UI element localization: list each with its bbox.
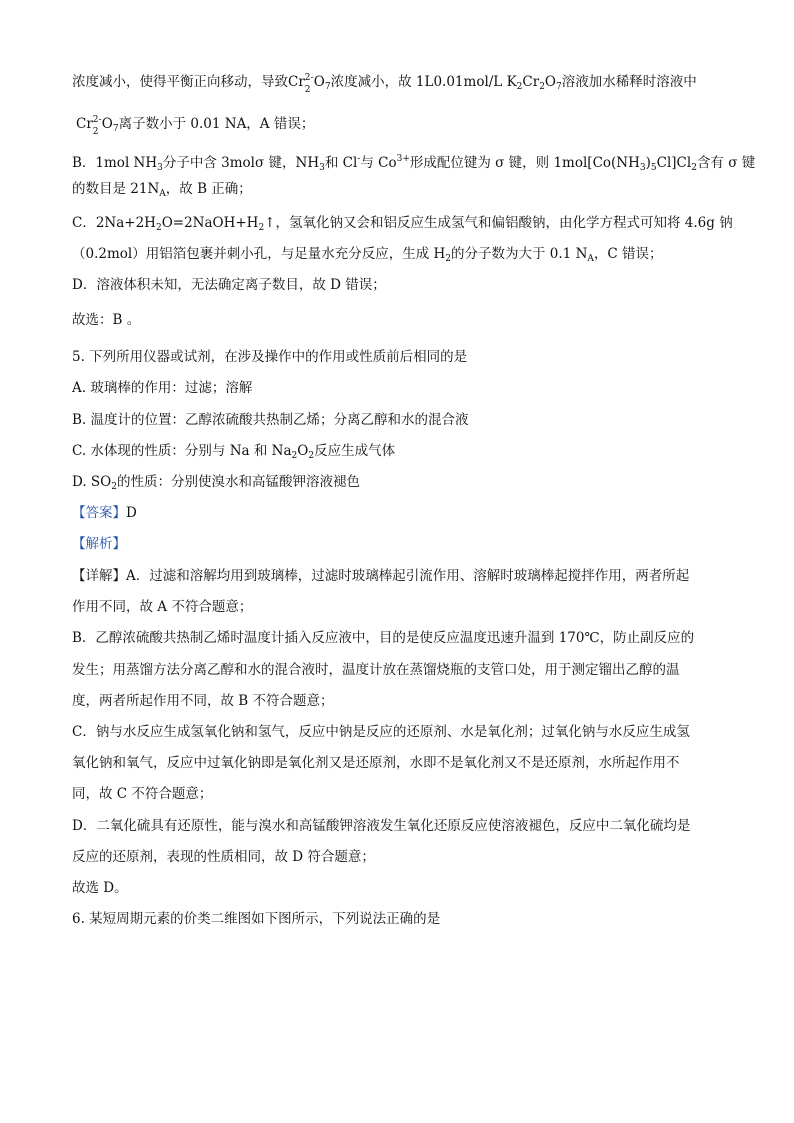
detail-line: 同，故 C 不符合题意；	[72, 786, 213, 802]
detail-line: C．钠与水反应生成氢氧化钠和氢气，反应中钠是反应的还原剂、水是氧化剂；过氧化钠与水反应生成氢	[72, 724, 690, 740]
answer-line	[72, 503, 137, 523]
detail-tag: 【详解】	[72, 568, 126, 584]
question-6-stem: 6. 某短周期元素的价类二维图如下图所示，下列说法正确的是	[72, 911, 441, 927]
detail-line: 【详解】A．过滤和溶解均用到玻璃棒，过滤时玻璃棒起引流作用、溶解时玻璃棒起搅拌作用，两者所起	[72, 568, 690, 584]
text-line: Cr 2- 2 $O_7$离子数小于 0.01 NA，A 错误；	[76, 115, 315, 137]
detail-line: D．二氧化硫具有还原性，能与溴水和高锰酸钾溶液发生氧化还原反应使溶液褪色，反应中二氧化硫均是	[72, 818, 691, 834]
option-b: B. 温度计的位置：乙醇浓硫酸共热制乙烯；分离乙醇和水的混合液	[72, 412, 469, 428]
detail-line: 度，两者所起作用不同，故 B 不符合题意；	[72, 693, 334, 709]
text-line: 的数目是 $21N_A$，故 B 正确；	[72, 181, 252, 199]
option-c: C. 水体现的性质：分别与 Na 和 $Na_2O_2$反应生成气体	[72, 443, 396, 461]
text-line: 故选：B 。	[72, 312, 141, 328]
text-line: C．$2Na+2H_2O=2NaOH+H_2↑$，氢氧化钠又会和铝反应生成氢气和偏铝酸钠，由化学方程式可知将 4.6g 钠	[72, 215, 733, 233]
answer-value: D	[126, 505, 137, 521]
question-5-stem: 5. 下列所用仪器或试剂，在涉及操作中的作用或性质前后相同的是	[72, 349, 468, 365]
answer-tag: 【答案】	[72, 505, 126, 521]
analysis-tag: 【解析】	[72, 536, 126, 552]
detail-line: 反应的还原剂，表现的性质相同，故 D 符合题意；	[72, 849, 375, 865]
text-line: D．溶液体积未知，无法确定离子数目，故 D 错误；	[72, 277, 386, 293]
detail-line: 作用不同，故 A 不符合题意；	[72, 599, 253, 615]
option-a: A. 玻璃棒的作用：过滤；溶解	[72, 380, 253, 396]
detail-line: 发生；用蒸馏方法分离乙醇和水的混合液时，温度计放在蒸馏烧瓶的支管口处，用于测定镏出乙醇的温	[72, 662, 680, 678]
detail-line: 氧化钠和氧气，反应中过氧化钠即是氧化剂又是还原剂，水即不是氧化剂又不是还原剂，水所起作用不	[72, 755, 680, 771]
text-line: （0.2mol）用铝箔包裹并刺小孔，与足量水充分反应，生成 $H_2$的分子数为大于 0.1 $N_A$，C 错误；	[72, 246, 663, 264]
text-line: 浓度减小，使得平衡正向移动，导致Cr 2- 2 $O_7$浓度减小，故 1L0.01mol/L $K_2Cr_2O_7$溶液加水稀释时溶液中	[72, 73, 697, 95]
option-d: D. $SO_2$的性质：分别使溴水和高锰酸钾溶液褪色	[72, 474, 360, 492]
detail-line: B．乙醇浓硫酸共热制乙烯时温度计插入反应液中，目的是使反应温度迅速升温到 170℃，防止副反应的	[72, 630, 695, 646]
text-line: B．1mol $NH_3$分子中含 3molσ 键，$NH_3$和 Cl-与 $Co^{3+}$形成配位键为 σ 键，则 $1mol[Co(NH_3)_5Cl]Cl_2$含有 σ 键	[72, 154, 756, 173]
detail-line: 故选 D。	[72, 880, 128, 896]
